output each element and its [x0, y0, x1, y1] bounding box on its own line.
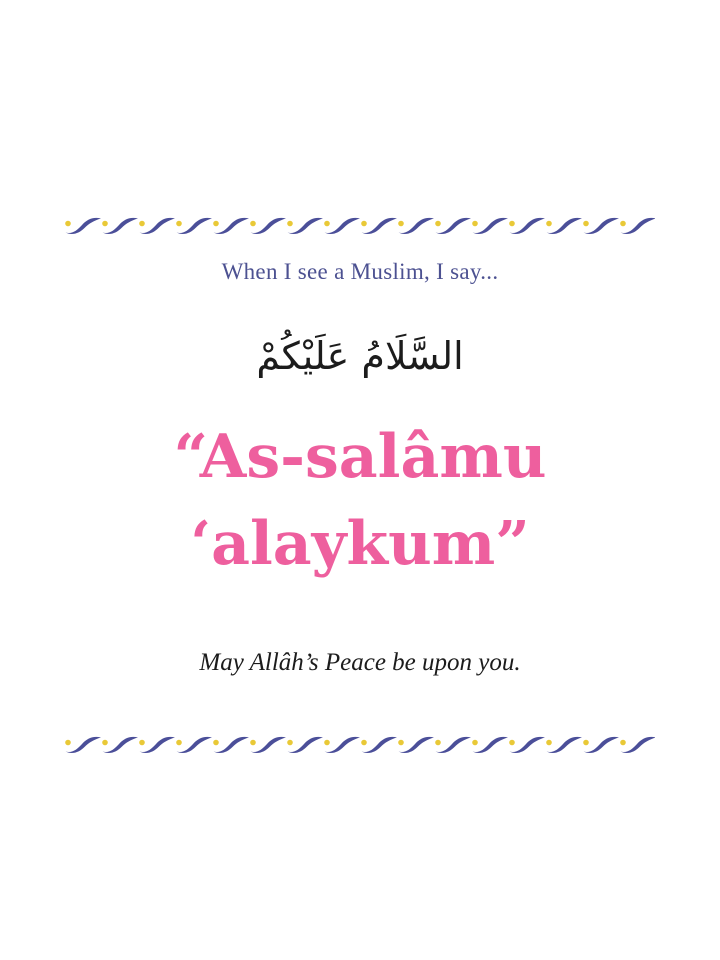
greeting-line-2: ‘alaykum”	[190, 509, 530, 579]
wave-border-top	[65, 214, 655, 240]
wave-pattern-icon	[65, 214, 655, 240]
translation-text: May Allâh’s Peace be upon you.	[199, 649, 521, 676]
greeting-heading	[0, 414, 720, 588]
wave-border-bottom	[65, 733, 655, 759]
greeting-line-1: “As-salâmu	[173, 422, 547, 492]
arabic-greeting-text: السَّلَامُ عَلَيْكُمْ	[256, 334, 464, 378]
intro-text: When I see a Muslim, I say...	[221, 259, 499, 284]
wave-pattern-icon	[65, 733, 655, 759]
